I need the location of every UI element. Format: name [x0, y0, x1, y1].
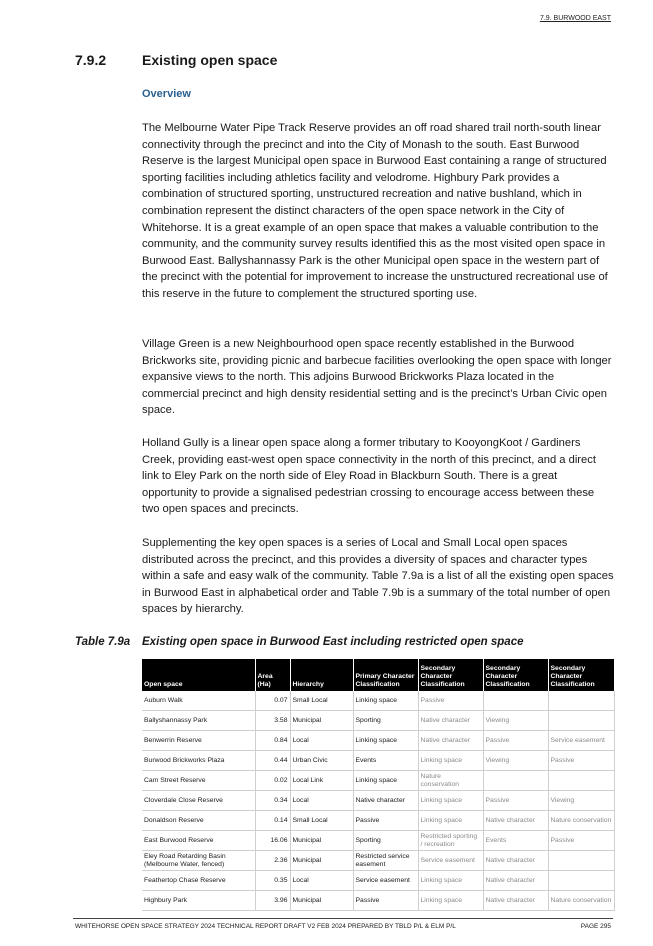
column-header: Area (Ha) — [255, 659, 290, 691]
cell-hierarchy: Municipal — [290, 851, 353, 871]
cell-area: 2.36 — [255, 851, 290, 871]
cell-secondary-character: Native character — [418, 711, 483, 731]
cell-secondary-character: Nature conservation — [548, 891, 614, 911]
cell-secondary-character — [548, 691, 614, 711]
cell-secondary-character — [483, 691, 548, 711]
section-reference: 7.9. BURWOOD EAST — [539, 15, 611, 22]
table-row — [142, 831, 614, 851]
cell-hierarchy: Small Local — [290, 691, 353, 711]
paragraph: Holland Gully is a linear open space along a former tributary to KooyongKoot / Gardiners Creek, providing east-west open space connectivity in the north of this precinct, and a direct link to Eley Park on the north side of Eley Road in Blackburn South. There is a great opportunity to provide a signalised pedestrian crossing to encourage access between these two open spaces and precincts. — [142, 437, 596, 516]
column-header: Secondary Character Classification — [483, 659, 548, 691]
cell-area: 0.02 — [255, 771, 290, 791]
cell-secondary-character — [548, 771, 614, 791]
cell-secondary-character: Native character — [483, 811, 548, 831]
cell-hierarchy: Municipal — [290, 891, 353, 911]
cell-area: 0.84 — [255, 731, 290, 751]
table-row — [142, 871, 614, 891]
cell-secondary-character: Linking space — [418, 871, 483, 891]
cell-open-space: Cloverdale Close Reserve — [142, 791, 255, 811]
section-title: Existing open space — [142, 52, 278, 68]
cell-primary-character: Sporting — [353, 711, 418, 731]
paragraph: Village Green is a new Neighbourhood open space recently established in the Burwood Brickworks site, providing picnic and barbecue facilities overlooking the open space with longer expansive views to the north. This adjoins Burwood Brickworks Plaza located in the commercial precinct and high density residential setting and is the precinct’s Urban Civic open space. — [142, 338, 612, 417]
paragraph: The Melbourne Water Pipe Track Reserve provides an off road shared trail north-south linear connectivity through the precinct and into the City of Monash to the south. East Burwood Reserve is the largest Municipal open space in Burwood East containing a range of structured sporting facilities including athletics facility and velodrome. Highbury Park provides a combination of structured sporting, unstructured recreation and native bushland, which in combination represent the distinct characters of the open space network in the City of Whitehorse. It is a great example of an open space that makes a valuable contribution to the community, and the community survey results identified this as the most visited open space in Burwood East. Ballyshannassy Park is the other Municipal open space in the western part of the precinct with the potential for improvement to increase the unstructured recreational use of this reserve in the future to complement the structured sporting use. — [142, 122, 608, 300]
cell-primary-character: Linking space — [353, 771, 418, 791]
cell-area: 0.14 — [255, 811, 290, 831]
cell-area: 0.44 — [255, 751, 290, 771]
cell-secondary-character: Restricted sporting / recreation — [418, 831, 483, 851]
cell-open-space: Eley Road Retarding Basin (Melbourne Water, fenced) — [142, 851, 255, 871]
table-row — [142, 731, 614, 751]
column-header: Secondary Character Classification — [418, 659, 483, 691]
cell-secondary-character — [483, 771, 548, 791]
table-row — [142, 711, 614, 731]
cell-hierarchy: Local Link — [290, 771, 353, 791]
cell-secondary-character: Native character — [418, 731, 483, 751]
cell-secondary-character: Events — [483, 831, 548, 851]
cell-secondary-character: Native character — [483, 871, 548, 891]
cell-area: 16.06 — [255, 831, 290, 851]
cell-secondary-character: Viewing — [548, 791, 614, 811]
cell-open-space: Donaldson Reserve — [142, 811, 255, 831]
cell-secondary-character: Nature conservation — [418, 771, 483, 791]
table-row — [142, 691, 614, 711]
cell-open-space: East Burwood Reserve — [142, 831, 255, 851]
cell-secondary-character: Nature conservation — [548, 811, 614, 831]
cell-area: 0.34 — [255, 791, 290, 811]
column-header: Open space — [142, 659, 255, 691]
footer-report-info: WHITEHORSE OPEN SPACE STRATEGY 2024 TECHNICAL REPORT DRAFT V2 FEB 2024 PREPARED BY TBLD P/L & ELM P/L — [75, 923, 456, 930]
cell-area: 0.35 — [255, 871, 290, 891]
table-row — [142, 851, 614, 871]
cell-open-space: Benwerrin Reserve — [142, 731, 255, 751]
cell-open-space: Feathertop Chase Reserve — [142, 871, 255, 891]
table-row — [142, 771, 614, 791]
cell-primary-character: Sporting — [353, 831, 418, 851]
cell-primary-character: Linking space — [353, 691, 418, 711]
table-row — [142, 751, 614, 771]
cell-primary-character: Passive — [353, 811, 418, 831]
cell-secondary-character — [548, 871, 614, 891]
cell-secondary-character: Linking space — [418, 791, 483, 811]
cell-hierarchy: Local — [290, 871, 353, 891]
cell-secondary-character: Passive — [483, 791, 548, 811]
column-header: Secondary Character Classification — [548, 659, 614, 691]
cell-secondary-character: Linking space — [418, 891, 483, 911]
cell-hierarchy: Small Local — [290, 811, 353, 831]
cell-open-space: Burwood Brickworks Plaza — [142, 751, 255, 771]
cell-secondary-character: Viewing — [483, 751, 548, 771]
cell-area: 0.07 — [255, 691, 290, 711]
cell-primary-character: Passive — [353, 891, 418, 911]
cell-open-space: Highbury Park — [142, 891, 255, 911]
cell-secondary-character: Native character — [483, 891, 548, 911]
cell-secondary-character: Passive — [548, 751, 614, 771]
cell-secondary-character: Service easement — [418, 851, 483, 871]
cell-hierarchy: Municipal — [290, 831, 353, 851]
table-number: Table 7.9a — [75, 636, 131, 648]
cell-primary-character: Linking space — [353, 731, 418, 751]
column-header: Primary Character Classification — [353, 659, 418, 691]
cell-secondary-character: Linking space — [418, 751, 483, 771]
table-title: Existing open space in Burwood East including restricted open space — [142, 636, 524, 648]
page-number: PAGE 295 — [580, 923, 611, 930]
table-row — [142, 891, 614, 911]
cell-area: 3.96 — [255, 891, 290, 911]
cell-secondary-character: Native character — [483, 851, 548, 871]
column-header: Hierarchy — [290, 659, 353, 691]
table-row — [142, 791, 614, 811]
table-row — [142, 811, 614, 831]
cell-hierarchy: Local — [290, 791, 353, 811]
cell-secondary-character: Viewing — [483, 711, 548, 731]
cell-primary-character: Service easement — [353, 871, 418, 891]
cell-primary-character: Restricted service easement — [353, 851, 418, 871]
section-number: 7.9.2 — [75, 52, 107, 68]
table-header-row — [142, 659, 614, 691]
cell-secondary-character: Passive — [418, 691, 483, 711]
cell-hierarchy: Municipal — [290, 711, 353, 731]
cell-primary-character: Native character — [353, 791, 418, 811]
cell-hierarchy: Urban Civic — [290, 751, 353, 771]
open-space-table — [142, 659, 615, 911]
paragraph: Supplementing the key open spaces is a series of Local and Small Local open spaces distributed across the precinct, and this provides a diversity of spaces and character types within a safe and easy walk of the community. Table 7.9a is a list of all the existing open spaces in Burwood East in alphabetical order and Table 7.9b is a summary of the total number of open spaces by hierarchy. — [142, 537, 614, 616]
cell-secondary-character: Passive — [483, 731, 548, 751]
footer-divider — [73, 918, 613, 919]
cell-open-space: Auburn Walk — [142, 691, 255, 711]
cell-secondary-character: Service easement — [548, 731, 614, 751]
cell-area: 3.58 — [255, 711, 290, 731]
cell-primary-character: Events — [353, 751, 418, 771]
cell-secondary-character — [548, 711, 614, 731]
cell-secondary-character: Passive — [548, 831, 614, 851]
cell-hierarchy: Local — [290, 731, 353, 751]
subheading-overview: Overview — [142, 88, 191, 100]
cell-secondary-character — [548, 851, 614, 871]
cell-open-space: Ballyshannassy Park — [142, 711, 255, 731]
cell-open-space: Cam Street Reserve — [142, 771, 255, 791]
cell-secondary-character: Linking space — [418, 811, 483, 831]
